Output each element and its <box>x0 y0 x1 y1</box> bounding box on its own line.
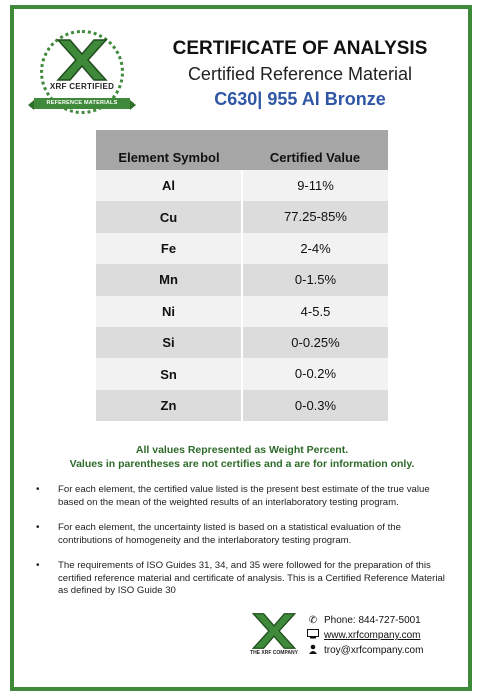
list-item: • The requirements of ISO Guides 31, 34, and 35 were followed for the preparation of this certified reference material and certificate of analysis. This is a Certified Reference Material as defined by ISO Guide 30 <box>36 560 452 598</box>
table-row <box>96 233 388 264</box>
xrf-company-logo <box>246 612 302 662</box>
table-row <box>96 201 388 232</box>
table-row <box>96 170 388 201</box>
certified-value: 0-0.3% <box>241 390 388 421</box>
certified-value: 0-0.2% <box>241 358 388 389</box>
contact-phone <box>306 613 423 628</box>
table-row <box>96 296 388 327</box>
element-symbol: Mn <box>159 272 178 288</box>
list-item: • For each element, the certified value listed is the present best estimate of the true value based on the mean of the weighted results of an interlaboratory testing program. <box>36 484 452 509</box>
company-name: THE XRF COMPANY <box>250 650 298 656</box>
note-line-2: Values in parentheses are not certifies and a are for information only. <box>69 458 415 470</box>
table-row <box>96 390 388 421</box>
email-address[interactable]: troy@xrfcompany.com <box>324 645 424 656</box>
element-symbol: Ni <box>162 303 175 319</box>
x-mark-icon <box>246 612 302 650</box>
page-title: CERTIFICATE OF ANALYSIS <box>172 38 428 59</box>
table-row <box>96 327 388 358</box>
phone-icon: ✆ <box>308 615 318 626</box>
certification-statements <box>36 484 452 611</box>
certificate-header <box>150 38 450 110</box>
element-symbol: Zn <box>160 397 177 413</box>
certified-value: 0-1.5% <box>241 264 388 295</box>
logo-ribbon: REFERENCE MATERIALS <box>34 98 130 109</box>
person-icon <box>306 644 320 657</box>
contact-website <box>306 628 423 643</box>
element-symbol: Sn <box>160 366 177 382</box>
column-header-value: Certified Value <box>269 150 361 165</box>
certified-value: 4-5.5 <box>241 296 388 327</box>
x-mark-icon <box>56 38 108 82</box>
certified-value: 9-11% <box>241 170 388 201</box>
page-subtitle: Certified Reference Material <box>187 64 413 84</box>
table-row <box>96 264 388 295</box>
product-name: C630| 955 Al Bronze <box>214 89 386 109</box>
element-symbol: Si <box>162 335 175 351</box>
certified-value: 77.25-85% <box>241 201 388 232</box>
element-symbol: Cu <box>159 209 178 225</box>
contact-info <box>306 613 423 658</box>
composition-table <box>96 130 388 421</box>
logo-name: XRF CERTIFIED <box>49 82 115 91</box>
column-header-element: Element Symbol <box>118 150 220 165</box>
contact-email <box>306 643 423 658</box>
phone-number: Phone: 844-727-5001 <box>324 615 421 626</box>
element-symbol: Fe <box>160 240 177 256</box>
web-icon <box>306 629 320 642</box>
note-line-1: All values Represented as Weight Percent. <box>135 444 349 456</box>
xrf-certified-logo <box>30 30 134 120</box>
certified-value: 0-0.25% <box>241 327 388 358</box>
element-symbol: Al <box>162 178 175 194</box>
table-row <box>96 358 388 389</box>
list-item: • For each element, the uncertainty listed is based on a statistical evaluation of the contributions of homogeneity and the interlaboratory testing program. <box>36 522 452 547</box>
certified-value: 2-4% <box>241 233 388 264</box>
website-link[interactable]: www.xrfcompany.com <box>324 630 421 641</box>
weight-percent-note <box>30 443 454 471</box>
table-header <box>96 130 388 170</box>
